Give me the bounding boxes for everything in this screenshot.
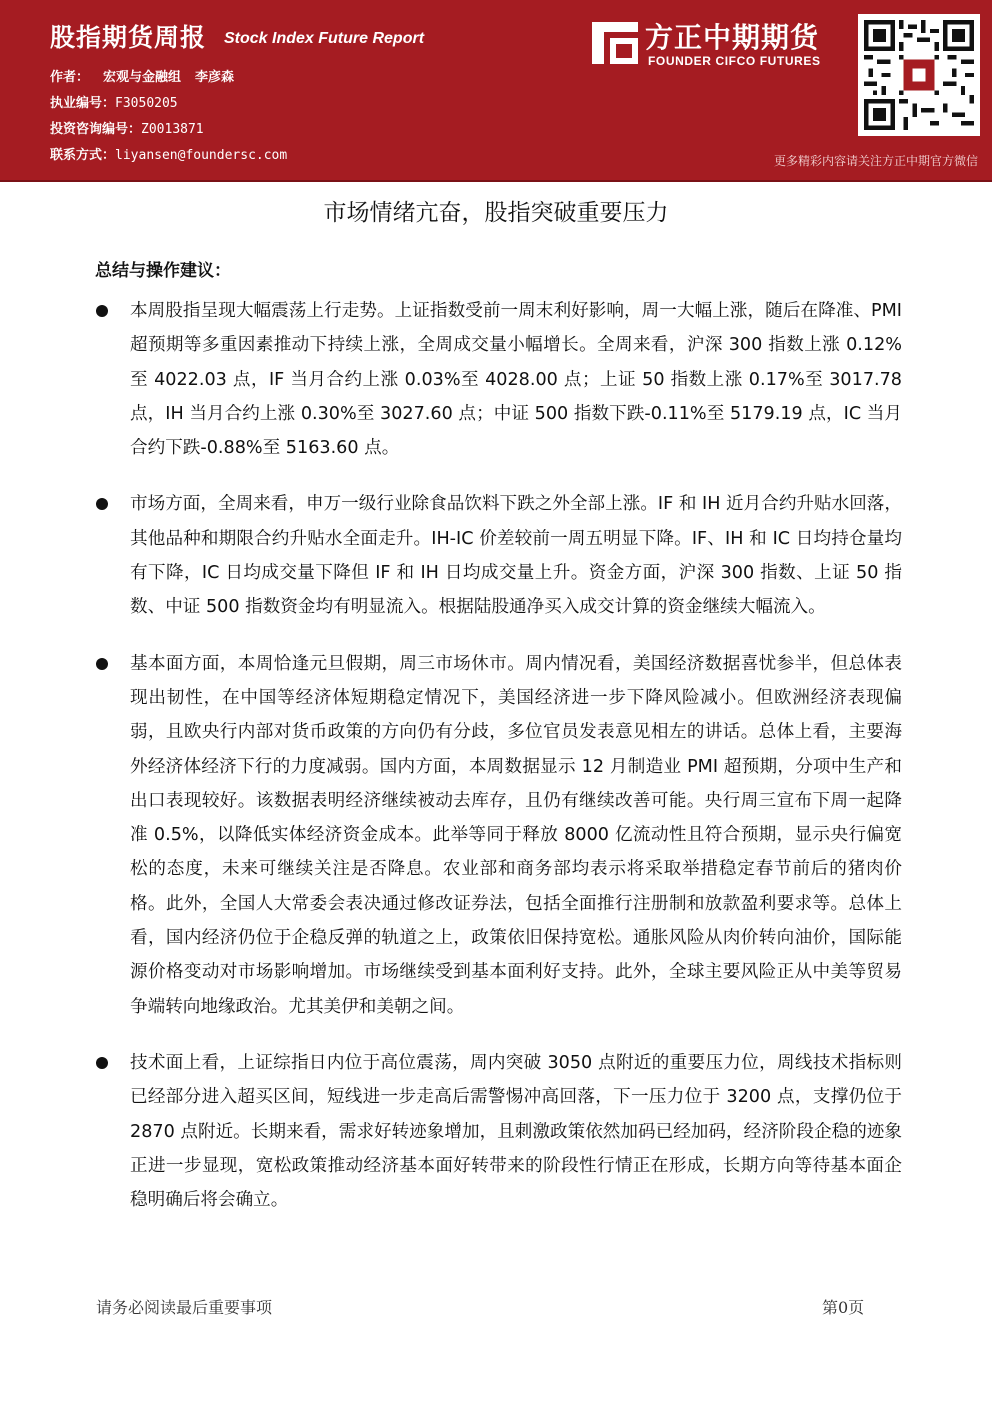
- advisory-row: [50, 118, 204, 137]
- document-title: 市场情绪亢奋，股指突破重要压力: [323, 200, 669, 226]
- advisory-label: 投资咨询编号：: [50, 122, 142, 137]
- license-label: 执业编号：: [50, 96, 116, 111]
- header-divider: [0, 180, 992, 182]
- footer-notice: 请务必阅读最后重要事项: [96, 1298, 273, 1317]
- bullet-text: 基本面方面，本周恰逢元旦假期，周三市场休市。周内情况看，美国经济数据喜忧参半，但总体表现出韧性，在中国等经济体短期稳定情况下，美国经济进一步下降风险减小。但欧洲经济表现偏弱，且欧央行内部对货币政策的方向仍有分歧，多位官员发表意见相左的讲话。总体上看，主要海外经济体经济下行的力度减弱。国内方面，本周数据显示 12 月制造业 PMI 超预期，分项中生产和出口表现较好。该数据表明经济继续被动去库存，且仍有继续改善可能。央行周三宣布下周一起降准 0.5%，以降低实体经济资金成本。此举等同于释放 8000 亿流动性且符合预期，显示央行偏宽松的态度，未来可继续关注是否降息。农业部和商务部均表示将采取举措稳定春节前后的猪肉价格。此外，全国人大常委会表决通过修改证券法，包括全面推行注册制和放款盈利要求等。总体上看，国内经济仍位于企稳反弹的轨道之上，政策依旧保持宽松。通胀风险从肉价转向油价，国际能源价格变动对市场影响增加。市场继续受到基本面利好支持。此外，全球主要风险正从中美等贸易争端转向地缘政治。尤其美伊和美朝之间。: [130, 653, 902, 1017]
- advisory-value: Z0013871: [141, 122, 204, 137]
- author-name: 李彦森: [195, 70, 235, 85]
- bullet-text: 技术面上看，上证综指日内位于高位震荡，周内突破 3050 点附近的重要压力位，周线技术指标则已经部分进入超买区间，短线进一步走高后需警惕冲高回落，下一压力位于 3200 点，支撑仍位于 2870 点附近。长期来看，需求好转迹象增加，且刺激政策依然加码已经加码，经济阶段企稳的迹象正进一步显现，宽松政策推动经济基本面好转带来的阶段性行情正在形成，长期方向等待基本面企稳明确后将会确立。: [130, 1052, 902, 1211]
- license-row: [50, 92, 178, 111]
- bullet-dot-icon: [96, 1057, 108, 1069]
- contact-label: 联系方式：: [50, 148, 116, 163]
- summary-bullet-list: [96, 294, 902, 1239]
- bullet-dot-icon: [96, 305, 108, 317]
- license-value: F3050205: [115, 96, 178, 111]
- bullet-dot-icon: [96, 658, 108, 670]
- author-label: 作者：: [50, 70, 90, 85]
- list-item: [96, 294, 902, 465]
- contact-email[interactable]: liyansen@foundersc.com: [115, 148, 288, 163]
- report-subtitle: Stock Index Future Report: [224, 30, 425, 47]
- bullet-dot-icon: [96, 498, 108, 510]
- brand-name-cn: 方正中期期货: [645, 21, 820, 54]
- brand-name-en: FOUNDER CIFCO FUTURES: [648, 54, 821, 68]
- follow-note: 更多精彩内容请关注方正中期官方微信: [773, 154, 978, 168]
- bullet-text: 市场方面，全周来看，申万一级行业除食品饮料下跌之外全部上涨。IF 和 IH 近月合约升贴水回落，其他品种和期限合约升贴水全面走升。IH-IC 价差较前一周五明显下降。IF、IH 和 IC 日均持仓量均有下降，IC 日均成交量下降但 IF 和 IH 日均成交量上升。资金方面，沪深 300 指数、上证 50 指数、中证 500 指数资金均有明显流入。根据陆股通净买入成交计算的资金继续大幅流入。: [130, 494, 902, 618]
- bullet-text: 本周股指呈现大幅震荡上行走势。上证指数受前一周末利好影响，周一大幅上涨，随后在降准、PMI 超预期等多重因素推动下持续上涨，全周成交量小幅增长。全周来看，沪深 300 指数上涨 0.12%至 4022.03 点，IF 当月合约上涨 0.03%至 4028.00 点；上证 50 指数上涨 0.17%至 3017.78 点，IH 当月合约上涨 0.30%至 3027.60 点；中证 500 指数下跌-0.11%至 5179.19 点，IC 当月合约下跌-0.88%至 5163.60 点。: [130, 301, 902, 459]
- contact-row: [50, 144, 287, 163]
- list-item: [96, 647, 902, 1024]
- page-number: 第0页: [822, 1298, 865, 1317]
- author-group: 宏观与金融组: [103, 70, 182, 85]
- list-item: [96, 1046, 902, 1217]
- qr-code-icon[interactable]: [858, 14, 980, 136]
- section-heading: 总结与操作建议：: [95, 261, 231, 281]
- author-row: [50, 66, 234, 85]
- list-item: [96, 487, 902, 624]
- report-title: 股指期货周报: [50, 23, 207, 52]
- founder-logo-icon: [590, 20, 640, 66]
